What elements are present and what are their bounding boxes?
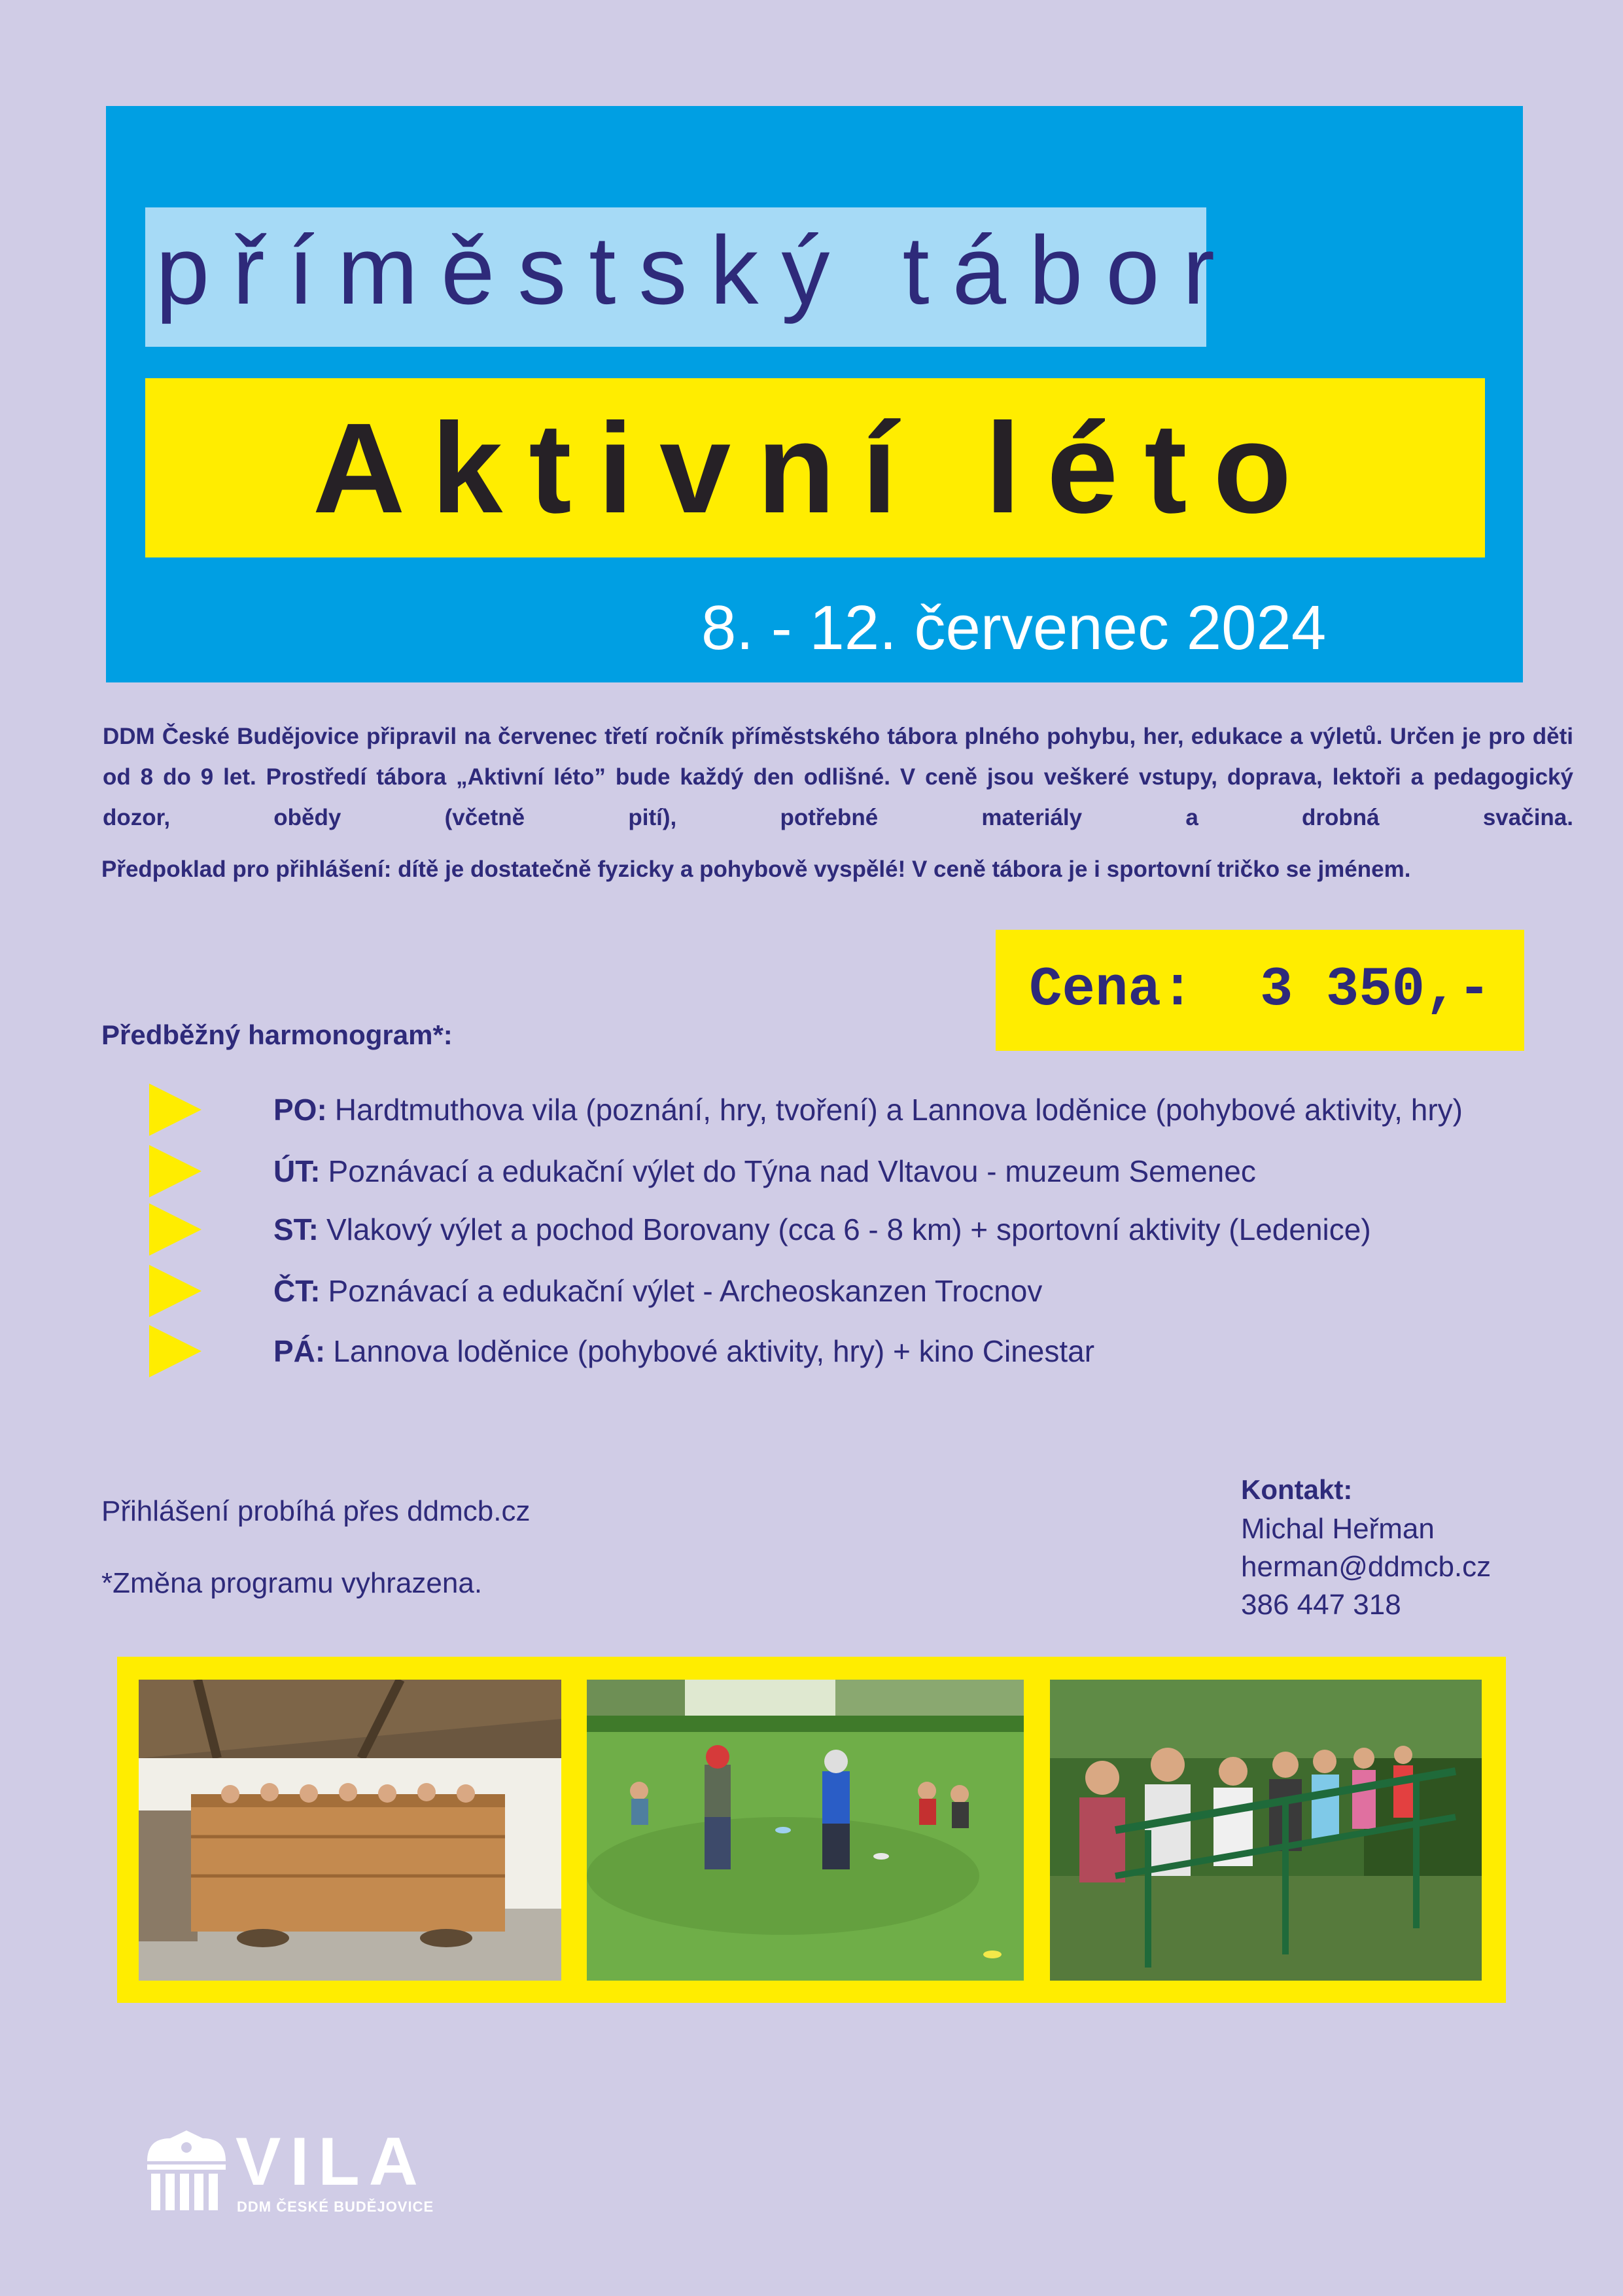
schedule-item	[149, 1263, 1042, 1319]
schedule-activity: Vlakový výlet a pochod Borovany (cca 6 - 8 km) + sportovní aktivity (Ledenice)	[326, 1212, 1371, 1246]
contact-name: Michal Heřman	[1241, 1513, 1435, 1545]
logo-subtitle: DDM ČESKÉ BUDĚJOVICE	[237, 2199, 434, 2215]
schedule-item	[149, 1082, 1463, 1138]
schedule-activity: Hardtmuthova vila (poznání, hry, tvoření) a Lannova loděnice (pohybové aktivity, hry)	[334, 1093, 1463, 1127]
intro-text: DDM České Budějovice připravil na červenec třetí ročník příměstského tábora plného pohybu, her, edukace a výletů. Určen je pro děti od 8 do 9 let. Prostředí tábora „Aktivní léto” bude každý den odlišné. V ceně jsou veškeré vstupy, doprava, lektoři a pedagogický dozor, obědy (včetně pití), potřebné materiály a drobná svačina.	[103, 724, 1573, 830]
program-note: *Změna programu vyhrazena.	[101, 1567, 483, 1599]
schedule-activity: Poznávací a edukační výlet do Týna nad Vltavou - muzeum Semenec	[328, 1154, 1256, 1188]
schedule-day: PÁ:	[273, 1334, 326, 1368]
schedule-heading: Předběžný harmonogram*:	[101, 1019, 453, 1050]
schedule-item	[149, 1201, 1371, 1258]
triangle-bullet-icon	[149, 1325, 201, 1377]
schedule-activity: Poznávací a edukační výlet - Archeoskanzen Trocnov	[328, 1274, 1043, 1308]
building-icon	[141, 2125, 232, 2217]
schedule-item	[149, 1143, 1256, 1199]
page-title: Aktivní léto	[312, 396, 1318, 540]
subtitle: příměstský tábor	[156, 217, 1238, 325]
photo-wooden-wagon	[139, 1680, 561, 1981]
signup-info: Přihlášení probíhá přes ddmcb.cz	[101, 1495, 531, 1527]
photo-kids-playing	[587, 1680, 1024, 1981]
price-label: Cena: 3 350,-	[1029, 959, 1491, 1021]
triangle-bullet-icon	[149, 1084, 201, 1136]
logo-wordmark: VILA	[236, 2124, 427, 2200]
schedule-day: ČT:	[273, 1274, 321, 1308]
schedule-day: PO:	[273, 1093, 327, 1127]
contact-email[interactable]: herman@ddmcb.cz	[1241, 1551, 1492, 1583]
prerequisite-text: Předpoklad pro přihlášení: dítě je dostatečně fyzicky a pohybově vyspělé! V ceně tábora je i sportovní tričko se jménem.	[101, 857, 1411, 882]
schedule-day: ÚT:	[273, 1154, 321, 1188]
triangle-bullet-icon	[149, 1145, 201, 1197]
contact-phone: 386 447 318	[1241, 1589, 1401, 1621]
schedule-day: ST:	[273, 1212, 319, 1246]
triangle-bullet-icon	[149, 1265, 201, 1317]
schedule-activity: Lannova loděnice (pohybové aktivity, hry) + kino Cinestar	[333, 1334, 1095, 1368]
event-date: 8. - 12. červenec 2024	[701, 593, 1327, 663]
triangle-bullet-icon	[149, 1203, 201, 1256]
photo-group-bridge	[1050, 1680, 1482, 1981]
schedule-item	[149, 1323, 1094, 1379]
contact-label: Kontakt:	[1241, 1474, 1353, 1505]
